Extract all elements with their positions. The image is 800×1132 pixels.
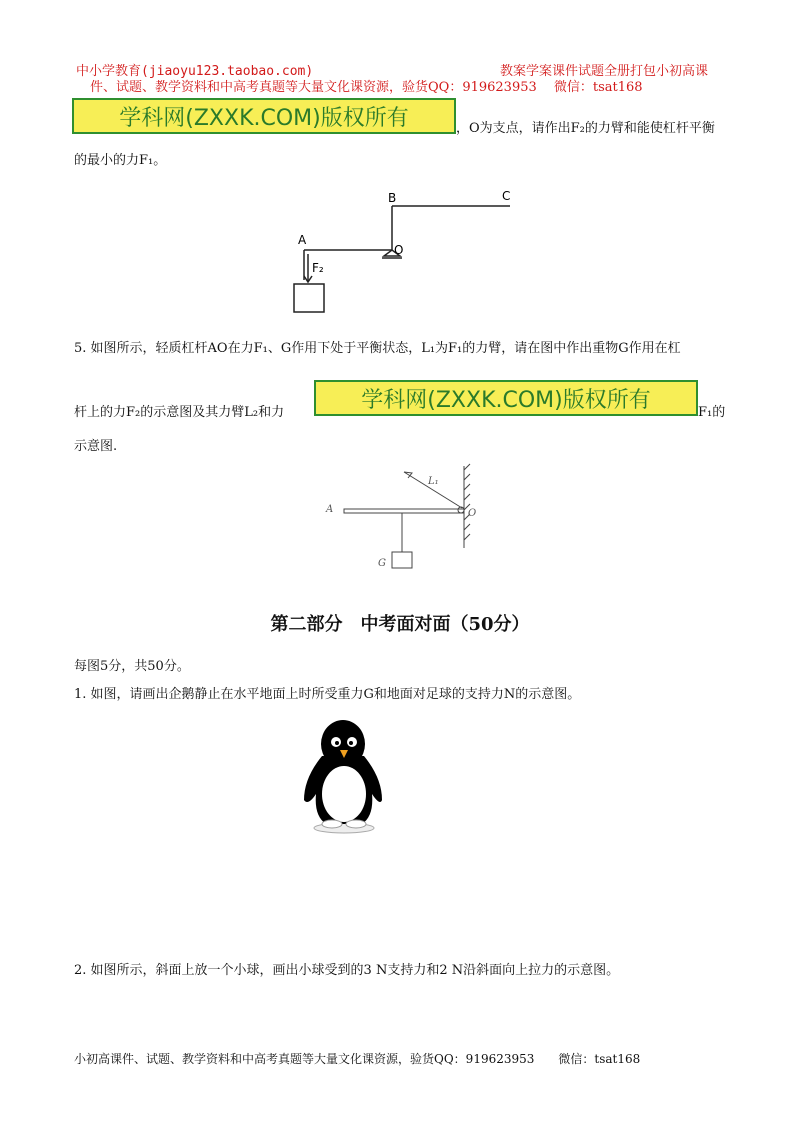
watermark-banner-2: 学科网(ZXXK.COM)版权所有: [314, 380, 698, 416]
q2-text: 2. 如图所示，斜面上放一个小球，画出小球受到的3 N支持力和2 N沿斜面向上拉力的示意图。: [74, 963, 620, 978]
header-line2: 件、试题、教学资料和中高考真题等大量文化课资源，验货QQ：919623953 微信：tsat168: [90, 80, 643, 95]
label-b: B: [388, 191, 397, 205]
wall-hatching: [464, 464, 470, 540]
label-a: A: [298, 233, 307, 247]
wall-lever-figure: [320, 462, 500, 574]
lever-rod: [344, 509, 464, 513]
label-o: O: [394, 243, 404, 257]
q5-line2-end: F₁的: [698, 405, 726, 420]
q5-line1: 5. 如图所示，轻质杠杆AO在力F₁、G作用下处于平衡状态，L₁为F₁的力臂，请在图中作出重物G作用在杠: [74, 341, 681, 356]
label-o2: O: [468, 508, 477, 519]
penguin-belly: [322, 766, 366, 822]
q4-line1-tail: ，O为支点，请作出F₂的力臂和能使杠杆平衡: [456, 121, 715, 136]
label-c: C: [502, 189, 511, 203]
label-a2: A: [326, 504, 334, 515]
section-intro: 每图5分，共50分。: [74, 659, 190, 674]
q5-line3: 示意图.: [74, 439, 118, 454]
lever-figure: [280, 180, 540, 320]
penguin-head: [321, 720, 365, 768]
header-left: 中小学教育(jiaoyu123.taobao.com): [76, 64, 314, 79]
label-g: G: [378, 558, 386, 569]
weight-g: [392, 552, 412, 568]
label-f2: F₂: [312, 261, 324, 275]
header-right: 教案学案课件试题全册打包小初高课: [500, 64, 709, 79]
q1-text: 1. 如图，请画出企鹅静止在水平地面上时所受重力G和地面对足球的支持力N的示意图。: [74, 687, 581, 702]
weight-box: [294, 284, 324, 312]
section-heading: 第二部分 中考面对面（50分）: [270, 614, 530, 635]
penguin-image: [300, 716, 384, 834]
footer: 小初高课件、试题、教学资料和中高考真题等大量文化课资源，验货QQ：919623953 微信：tsat168: [74, 1052, 641, 1066]
label-l1: L₁: [428, 476, 439, 487]
q4-line2: 的最小的力F₁。: [74, 153, 167, 168]
q5-line2-start: 杆上的力F₂的示意图及其力臂L₂和力: [74, 405, 285, 420]
watermark-banner: 学科网(ZXXK.COM)版权所有: [72, 98, 456, 134]
